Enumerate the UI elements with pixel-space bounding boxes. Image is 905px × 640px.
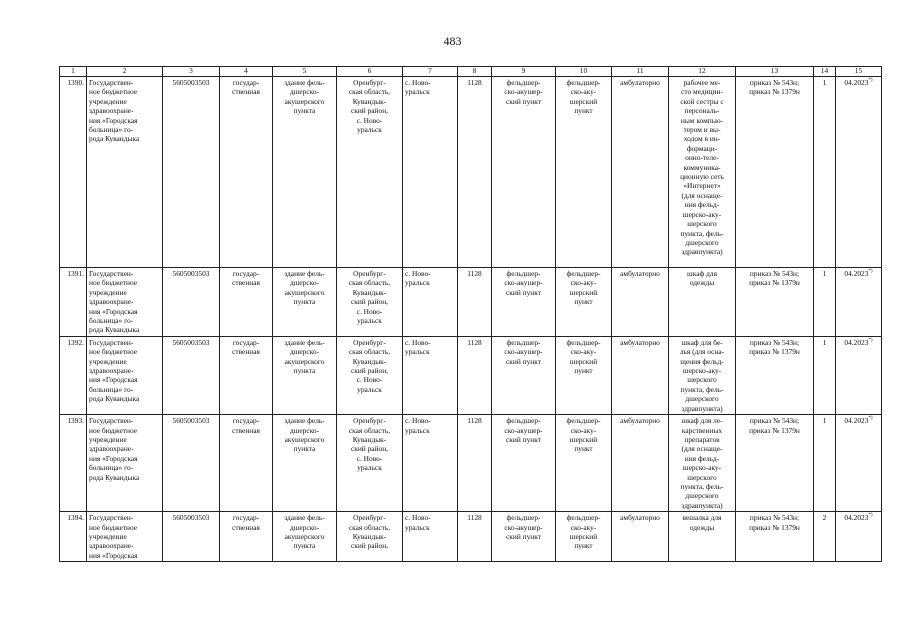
- inn-cell: 5605003503: [163, 77, 220, 268]
- organization-cell: Государствен- ное бюджетное учреждение здравоохране- ния «Городская: [87, 512, 163, 562]
- equipment-table: [59, 66, 882, 562]
- column-header: 8: [458, 67, 492, 77]
- order-cell: приказ № 543н; приказ № 1379н: [736, 415, 814, 512]
- page-number: 483: [443, 34, 462, 48]
- column-header: 3: [163, 67, 220, 77]
- locality-cell: с. Ново- уральск: [403, 268, 458, 337]
- inn-cell: 5605003503: [163, 512, 220, 562]
- building-cell: здание фель- дшерско- акушерского пункта: [273, 415, 337, 512]
- equipment-cell: шкаф для одежды: [669, 268, 736, 337]
- ownership-cell: государ- ственная: [220, 336, 273, 414]
- column-header: 11: [612, 67, 669, 77]
- building-cell: здание фель- дшерско- акушерского пункта: [273, 336, 337, 414]
- date-cell: [836, 415, 882, 512]
- order-cell: приказ № 543н; приказ № 1379н: [736, 268, 814, 337]
- address-cell: Оренбург- ская область, Кувандык- ский район, с. Ново- уральск: [337, 268, 403, 337]
- column-header: 13: [736, 67, 814, 77]
- subunit-cell: фельдшер- ско-аку- шерский пункт: [556, 77, 612, 268]
- ownership-cell: государ- ственная: [220, 268, 273, 337]
- unit-cell: фельдшер- ско-акушер- ский пункт: [492, 77, 556, 268]
- address-cell: Оренбург- ская область, Кувандык- ский район, с. Ново- уральск: [337, 336, 403, 414]
- table-row: [60, 415, 882, 512]
- date-value: 04.2023: [844, 78, 869, 87]
- column-header: 14: [814, 67, 836, 77]
- code-cell: 1128: [458, 77, 492, 268]
- quantity-cell: 1: [814, 336, 836, 414]
- inn-cell: 5605003503: [163, 336, 220, 414]
- organization-cell: Государствен- ное бюджетное учреждение здравоохране- ния «Городская больница» го- рода Кувандыка: [87, 77, 163, 268]
- subunit-cell: фельдшер- ско-аку- шерский пункт: [556, 512, 612, 562]
- locality-cell: с. Ново- уральск: [403, 336, 458, 414]
- column-header: 1: [60, 67, 87, 77]
- footnote-mark: *): [868, 513, 873, 519]
- care-cell: амбулаторно: [612, 512, 669, 562]
- inn-cell: 5605003503: [163, 268, 220, 337]
- date-value: 04.2023: [844, 269, 869, 278]
- date-cell: [836, 512, 882, 562]
- row-number: 1392.: [60, 336, 87, 414]
- address-cell: Оренбург- ская область, Кувандык- ский район, с. Ново- уральск: [337, 77, 403, 268]
- column-header: 7: [403, 67, 458, 77]
- unit-cell: фельдшер- ско-акушер- ский пункт: [492, 512, 556, 562]
- building-cell: здание фель- дшерско- акушерского пункта: [273, 512, 337, 562]
- header-row: [60, 67, 882, 77]
- quantity-cell: 1: [814, 268, 836, 337]
- subunit-cell: фельдшер- ско-аку- шерский пункт: [556, 336, 612, 414]
- locality-cell: с. Ново- уральск: [403, 512, 458, 562]
- row-number: 1390.: [60, 77, 87, 268]
- date-value: 04.2023: [844, 416, 869, 426]
- column-header: 6: [337, 67, 403, 77]
- equipment-cell: вешалка для одежды: [669, 512, 736, 562]
- footnote-mark: *): [868, 78, 873, 83]
- locality-cell: с. Ново- уральск: [403, 77, 458, 268]
- ownership-cell: государ- ственная: [220, 77, 273, 268]
- unit-cell: фельдшер- ско-акушер- ский пункт: [492, 415, 556, 512]
- column-header: 4: [220, 67, 273, 77]
- row-number: 1391.: [60, 268, 87, 337]
- care-cell: амбулаторно: [612, 415, 669, 512]
- footnote-mark: *): [868, 337, 873, 343]
- column-header: 9: [492, 67, 556, 77]
- building-cell: здание фель- дшерско- акушерского пункта: [273, 77, 337, 268]
- inn-cell: 5605003503: [163, 415, 220, 512]
- unit-cell: фельдшер- ско-акушер- ский пункт: [492, 268, 556, 337]
- table-row: [60, 268, 882, 337]
- code-cell: 1128: [458, 415, 492, 512]
- quantity-cell: 2: [814, 512, 836, 562]
- care-cell: амбулаторно: [612, 77, 669, 268]
- table-row: [60, 512, 882, 562]
- code-cell: 1128: [458, 336, 492, 414]
- building-cell: здание фель- дшерско- акушерского пункта: [273, 268, 337, 337]
- order-cell: приказ № 543н; приказ № 1379н: [736, 77, 814, 268]
- date-value: 04.2023: [844, 513, 869, 523]
- organization-cell: Государствен- ное бюджетное учреждение здравоохране- ния «Городская больница» го- рода Кувандыка: [87, 336, 163, 414]
- quantity-cell: 1: [814, 415, 836, 512]
- column-header: 10: [556, 67, 612, 77]
- date-cell: [836, 268, 882, 337]
- address-cell: Оренбург- ская область, Кувандык- ский район,: [337, 512, 403, 562]
- subunit-cell: фельдшер- ско-аку- шерский пункт: [556, 415, 612, 512]
- code-cell: 1128: [458, 268, 492, 337]
- row-number: 1394.: [60, 512, 87, 562]
- address-cell: Оренбург- ская область, Кувандык- ский район, с. Ново- уральск: [337, 415, 403, 512]
- equipment-cell: шкаф для бе- лья (для осна- щения фельд- шерско-аку- шерского пункта, фель- дшерского здравпункта): [669, 336, 736, 414]
- column-header: 15: [836, 67, 882, 77]
- table-row: [60, 77, 882, 268]
- ownership-cell: государ- ственная: [220, 512, 273, 562]
- care-cell: амбулаторно: [612, 268, 669, 337]
- order-cell: приказ № 543н; приказ № 1379н: [736, 512, 814, 562]
- organization-cell: Государствен- ное бюджетное учреждение здравоохране- ния «Городская больница» го- рода Кувандыка: [87, 268, 163, 337]
- quantity-cell: 1: [814, 77, 836, 268]
- column-header: 5: [273, 67, 337, 77]
- column-header: 2: [87, 67, 163, 77]
- date-value: 04.2023: [844, 337, 869, 347]
- order-cell: приказ № 543н; приказ № 1379н: [736, 336, 814, 414]
- date-cell: [836, 77, 882, 268]
- ownership-cell: государ- ственная: [220, 415, 273, 512]
- care-cell: амбулаторно: [612, 336, 669, 414]
- subunit-cell: фельдшер- ско-аку- шерский пункт: [556, 268, 612, 337]
- column-header: 12: [669, 67, 736, 77]
- date-cell: [836, 336, 882, 414]
- equipment-cell: шкаф для ле- карственных препаратов (для оснаще- ния фельд- шерско-аку- шерского пункта, фель- дшерского здравпункта): [669, 415, 736, 512]
- organization-cell: Государствен- ное бюджетное учреждение здравоохране- ния «Городская больница» го- рода Кувандыка: [87, 415, 163, 512]
- unit-cell: фельдшер- ско-акушер- ский пункт: [492, 336, 556, 414]
- code-cell: 1128: [458, 512, 492, 562]
- table-row: [60, 336, 882, 414]
- locality-cell: с. Ново- уральск: [403, 415, 458, 512]
- footnote-mark: *): [868, 416, 873, 422]
- equipment-cell: рабочее ме- сто медицин- ской сестры с персональ- ным компью- тером и вы- ходом в ин- формаци- онно-теле- коммуника- ционную сеть «Интернет» (для оснаще- ния фельд- шерско-аку- шерского пункта, фель- дшерского здравпункта): [669, 77, 736, 268]
- footnote-mark: *): [868, 269, 873, 274]
- row-number: 1393.: [60, 415, 87, 512]
